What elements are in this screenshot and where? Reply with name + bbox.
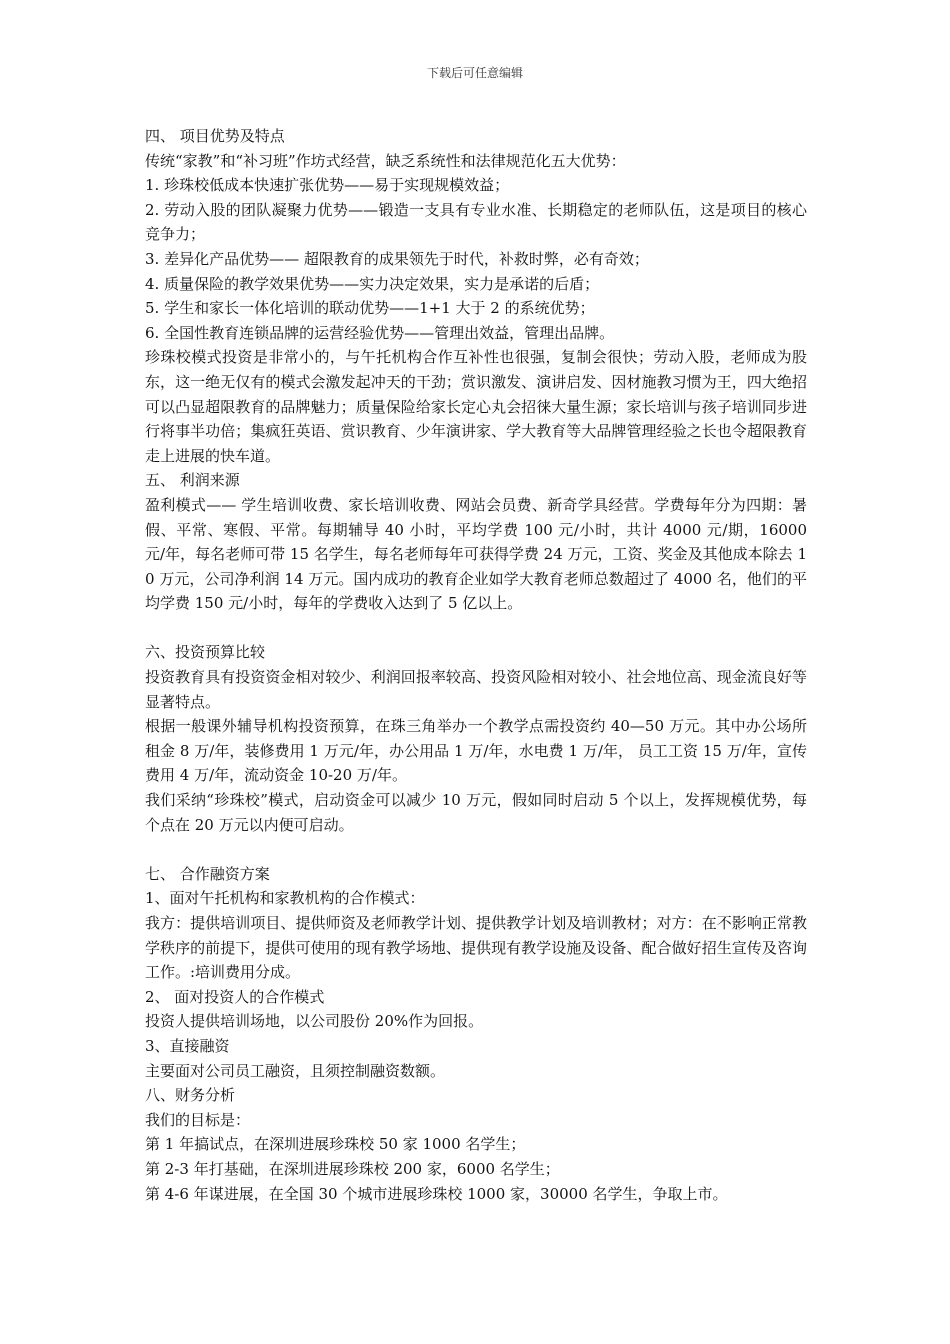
list-item: 5. 学生和家长一体化培训的联动优势——1+1 大于 2 的系统优势； (145, 299, 595, 318)
list-item: 第 4-6 年谋进展，在全国 30 个城市进展珍珠校 1000 家，30000 名学生，争取上市。 (145, 1184, 728, 1203)
list-item: 3. 差异化产品优势—— 超限教育的成果领先于时代，补救时弊，必有奇效； (145, 249, 649, 268)
list-item: 4. 质量保险的教学效果优势——实力决定效果，实力是承诺的后盾； (145, 274, 600, 293)
list-item: 第 1 年搞试点，在深圳进展珍珠校 50 家 1000 名学生； (145, 1135, 526, 1154)
heading-investment-budget: 六、投资预算比较 (145, 643, 266, 662)
heading-financial-analysis: 八、财务分析 (145, 1086, 236, 1105)
paragraph: 珍珠校模式投资是非常小的，与午托机构合作互补性也很强，复制会很快；劳动入股，老师成为股东，这一绝无仅有的模式会激发起冲天的干劲；赏识激发、演讲启发、因材施教习惯为王，四大绝招可以凸显超限教育的品牌魅力；质量保险给家长定心丸会招徕大量生源；家长培训与孩子培训同步进行将事半功倍；集疯狂英语、赏识教育、少年演讲家、学大教育等大品牌管理经验之长也令超限教育走上进展的快车道。 (145, 348, 807, 465)
paragraph: 传统“家教”和“补习班”作坊式经营，缺乏系统性和法律规范化五大优势： (145, 151, 626, 170)
page-header: 下载后可任意编辑 (426, 66, 523, 80)
list-item: 第 2-3 年打基础，在深圳进展珍珠校 200 家，6000 名学生； (145, 1159, 560, 1178)
document-body (145, 124, 807, 1206)
paragraph: 根据一般课外辅导机构投资预算，在珠三角举办一个教学点需投资约 40—50 万元。其中办公场所租金 8 万/年，装修费用 1 万元/年，办公用品 1 万/年，水电费 1 万/年， 员工工资 15 万/年，宣传费用 4 万/年，流动资金 10-20 万/年。 (145, 717, 807, 785)
blank-line (145, 616, 807, 641)
paragraph: 我们采纳“珍珠校”模式，启动资金可以减少 10 万元，假如同时启动 5 个以上，发挥规模优势，每个点在 20 万元以内便可启动。 (145, 791, 807, 834)
paragraph: 我们的目标是： (145, 1110, 251, 1129)
paragraph: 主要面对公司员工融资，且须控制融资数额。 (145, 1061, 446, 1080)
paragraph: 我方：提供培训项目、提供师资及老师教学计划、提供教学计划及培训教材；对方：在不影响正常教学秩序的前提下，提供可使用的现有教学场地、提供现有教学设施及设备、配合做好招生宣传及咨询工作。:培训费用分成。 (145, 914, 807, 982)
heading-financing-plan: 七、 合作融资方案 (145, 864, 270, 883)
heading-profit-source: 五、 利润来源 (145, 471, 240, 490)
subheading: 3、直接融资 (145, 1036, 230, 1055)
subheading: 1、面对午托机构和家教机构的合作模式： (145, 889, 425, 908)
paragraph: 投资教育具有投资资金相对较少、利润回报率较高、投资风险相对较小、社会地位高、现金流良好等显著特点。 (145, 668, 807, 711)
heading-project-advantages: 四、 项目优势及特点 (145, 127, 285, 145)
subheading: 2、 面对投资人的合作模式 (145, 987, 325, 1006)
list-item: 2. 劳动入股的团队凝聚力优势——锻造一支具有专业水准、长期稳定的老师队伍，这是项目的核心竞争力； (145, 200, 807, 244)
list-item: 6. 全国性教育连锁品牌的运营经验优势——管理出效益，管理出品牌。 (145, 323, 615, 342)
blank-line (145, 837, 807, 862)
list-item: 1. 珍珠校低成本快速扩张优势——易于实现规模效益； (145, 176, 510, 195)
paragraph: 投资人提供培训场地，以公司股份 20%作为回报。 (145, 1012, 484, 1031)
paragraph: 盈利模式—— 学生培训收费、家长培训收费、网站会员费、新奇学具经营。学费每年分为四期：暑假、平常、寒假、平常。每期辅导 40 小时，平均学费 100 元/小时，共计 4000 元/期，16000 元/年，每名老师可带 15 名学生，每名老师每年可获得学费 24 万元，工资、奖金及其他成本除去 10 万元，公司净利润 14 万元。国内成功的教育企业如学大教育老师总数超过了 4000 名，他们的平均学费 150 元/小时，每年的学费收入达到了 5 亿以上。 (145, 495, 807, 613)
